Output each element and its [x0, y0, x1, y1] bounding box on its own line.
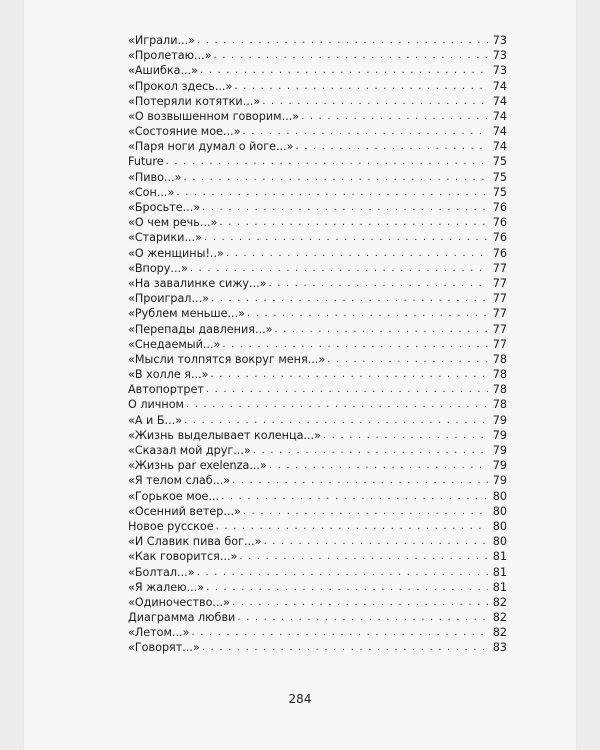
- toc-entry-page: 78: [492, 383, 507, 397]
- toc-entry-page: 78: [492, 398, 507, 412]
- dot-leader: [219, 215, 488, 230]
- dot-leader: [239, 549, 488, 564]
- toc-entry-page: 79: [492, 459, 507, 473]
- toc-entry: [128, 367, 507, 382]
- dot-leader: [232, 473, 488, 488]
- dot-leader: [166, 154, 488, 169]
- toc-entry-page: 82: [492, 595, 507, 609]
- dot-leader: [221, 489, 488, 504]
- toc-entry-title: Автопортрет: [128, 383, 204, 397]
- toc-entry-title: «О чем речь...»: [128, 216, 218, 230]
- toc-entry-page: 75: [492, 185, 507, 199]
- toc-entry-page: 77: [492, 261, 507, 275]
- dot-leader: [269, 458, 488, 473]
- dot-leader: [211, 291, 488, 306]
- toc-entry-title: «О возвышенном говорим...»: [128, 109, 300, 123]
- dot-leader: [206, 382, 488, 397]
- dot-leader: [204, 230, 488, 245]
- toc-entry-title: О личном: [128, 398, 184, 412]
- toc-entry-title: «Осенний ветер...»: [128, 504, 241, 518]
- dot-leader: [186, 397, 488, 412]
- toc-entry-page: 77: [492, 337, 507, 351]
- toc-entry: [128, 291, 507, 306]
- toc-entry-page: 75: [492, 155, 507, 169]
- toc-entry-page: 83: [492, 641, 507, 655]
- toc-entry-title: «И Славик пива бог...»: [128, 535, 262, 549]
- dot-leader: [202, 200, 488, 215]
- toc-entry-title: «В холле я...»: [128, 368, 209, 382]
- toc-entry: [128, 398, 507, 413]
- toc-entry-page: 75: [492, 170, 507, 184]
- toc-entry-title: «Горькое мое...: [128, 489, 220, 503]
- toc-entry-title: Новое русское: [128, 519, 214, 533]
- toc-entry: [128, 306, 507, 321]
- toc-entry-page: 81: [492, 580, 507, 594]
- toc-entry-title: «Летом...»: [128, 626, 190, 640]
- toc-entry-page: 80: [492, 535, 507, 549]
- toc-entry: [128, 625, 507, 640]
- toc-entry-page: 77: [492, 322, 507, 336]
- toc-entry-page: 73: [492, 64, 507, 78]
- toc-entry-title: «Жизнь выделывает коленца...»: [128, 428, 321, 442]
- dot-leader: [222, 337, 488, 352]
- toc-entry: [128, 641, 507, 656]
- page-number: 284: [288, 692, 312, 706]
- toc-entry-title: «Сказал мой друг...»: [128, 444, 251, 458]
- toc-entry-title: «Пиво...»: [128, 170, 182, 184]
- toc-entry-title: «Старики...»: [128, 231, 202, 245]
- dot-leader: [202, 640, 488, 655]
- toc-entry-page: 81: [492, 565, 507, 579]
- toc-entry: [128, 246, 507, 261]
- dot-leader: [323, 428, 488, 443]
- toc-entry-page: 74: [492, 94, 507, 108]
- toc-entry-page: 79: [492, 428, 507, 442]
- toc-entry: [128, 580, 507, 595]
- toc-entry: [128, 109, 507, 124]
- toc-entry-title: «Жизнь par exelenza...»: [128, 459, 267, 473]
- toc-entry-title: «Пролетаю...»: [128, 49, 212, 63]
- toc-entry: [128, 185, 507, 200]
- toc-entry-page: 77: [492, 307, 507, 321]
- dot-leader: [264, 534, 489, 549]
- toc-entry-page: 81: [492, 550, 507, 564]
- dot-leader: [234, 79, 488, 94]
- toc-entry-page: 79: [492, 413, 507, 427]
- toc-entry: [128, 124, 507, 139]
- toc-entry: [128, 170, 507, 185]
- dot-leader: [216, 519, 488, 534]
- toc-entry-page: 76: [492, 246, 507, 260]
- dot-leader: [327, 352, 488, 367]
- dot-leader: [269, 276, 489, 291]
- toc-entry-title: «Проиграл...»: [128, 292, 209, 306]
- toc-entry-title: «Сон...»: [128, 185, 175, 199]
- dot-leader: [262, 94, 488, 109]
- toc-entry: [128, 458, 507, 473]
- toc-entry-title: Диаграмма любви: [128, 611, 236, 625]
- toc-entry: [128, 276, 507, 291]
- toc-entry-page: 73: [492, 49, 507, 63]
- toc-entry-title: «Ашибка...»: [128, 64, 199, 78]
- toc-entry-page: 79: [492, 444, 507, 458]
- dot-leader: [184, 413, 488, 428]
- toc-entry: [128, 443, 507, 458]
- toc-entry-title: «Снедаемый...»: [128, 337, 221, 351]
- toc-entry: [128, 519, 507, 534]
- toc-entry: [128, 215, 507, 230]
- toc-entry-title: «Говорят...»: [128, 641, 200, 655]
- toc-entry: [128, 473, 507, 488]
- toc-entry: [128, 565, 507, 580]
- toc-entry: [128, 155, 507, 170]
- dot-leader: [242, 124, 488, 139]
- book-page: [24, 0, 576, 750]
- dot-leader: [197, 33, 488, 48]
- dot-leader: [211, 367, 488, 382]
- toc-entry-title: «Я телом слаб...»: [128, 474, 231, 488]
- toc-entry: [128, 79, 507, 94]
- toc-entry-title: Future: [128, 155, 164, 169]
- toc-entry: [128, 261, 507, 276]
- dot-leader: [206, 580, 488, 595]
- toc-entry-title: «Паря ноги думал о йоге...»: [128, 140, 294, 154]
- toc-entry-page: 77: [492, 276, 507, 290]
- toc-entry: [128, 382, 507, 397]
- dot-leader: [243, 504, 488, 519]
- toc-entry-title: «О женщины!..»: [128, 246, 224, 260]
- toc-entry-page: 74: [492, 140, 507, 154]
- toc-entry: [128, 549, 507, 564]
- toc-entry-title: «Играли...»: [128, 33, 195, 47]
- toc-entry: [128, 610, 507, 625]
- toc-entry-page: 80: [492, 519, 507, 533]
- toc-entry-title: «А и Б...»: [128, 413, 183, 427]
- toc-entry-title: «Перепады давления...»: [128, 322, 273, 336]
- toc-entry: [128, 489, 507, 504]
- toc-entry-page: 73: [492, 33, 507, 47]
- toc-entry-title: «На завалинке сижу...»: [128, 276, 267, 290]
- toc-entry-page: 82: [492, 611, 507, 625]
- toc-entry: [128, 337, 507, 352]
- toc-entry-page: 78: [492, 368, 507, 382]
- dot-leader: [247, 306, 488, 321]
- toc-entry: [128, 428, 507, 443]
- dot-leader: [301, 109, 488, 124]
- toc-entry: [128, 63, 507, 78]
- toc-entry-title: «Прокол здесь...»: [128, 79, 233, 93]
- toc-entry-title: «Болтал...»: [128, 565, 195, 579]
- dot-leader: [191, 625, 488, 640]
- toc-entry-title: «Впору...»: [128, 261, 188, 275]
- toc-entry-page: 78: [492, 352, 507, 366]
- toc-entry-title: «Мысли толпятся вокруг меня...»: [128, 352, 326, 366]
- dot-leader: [183, 170, 488, 185]
- toc-entry-title: «Бросьте...»: [128, 201, 201, 215]
- dot-leader: [274, 322, 488, 337]
- table-of-contents: [128, 33, 507, 656]
- dot-leader: [197, 565, 488, 580]
- dot-leader: [200, 63, 488, 78]
- toc-entry: [128, 504, 507, 519]
- toc-entry: [128, 94, 507, 109]
- toc-entry: [128, 352, 507, 367]
- toc-entry: [128, 139, 507, 154]
- toc-entry-title: «Рублем меньше...»: [128, 307, 246, 321]
- dot-leader: [232, 595, 488, 610]
- dot-leader: [176, 185, 488, 200]
- toc-entry: [128, 230, 507, 245]
- toc-entry-title: «Потеряли котятки...»: [128, 94, 261, 108]
- dot-leader: [190, 261, 488, 276]
- toc-entry: [128, 33, 507, 48]
- toc-entry-title: «Состояние мое...»: [128, 125, 241, 139]
- dot-leader: [253, 443, 488, 458]
- toc-entry-page: 77: [492, 292, 507, 306]
- toc-entry: [128, 322, 507, 337]
- toc-entry: [128, 200, 507, 215]
- toc-entry-page: 74: [492, 125, 507, 139]
- toc-entry-title: «Одиночество...»: [128, 595, 230, 609]
- toc-entry-page: 74: [492, 79, 507, 93]
- toc-entry: [128, 534, 507, 549]
- toc-entry-page: 80: [492, 504, 507, 518]
- toc-entry-page: 74: [492, 109, 507, 123]
- toc-entry-title: «Я жалею...»: [128, 580, 205, 594]
- toc-entry-page: 76: [492, 216, 507, 230]
- dot-leader: [237, 610, 488, 625]
- toc-entry-title: «Как говорится...»: [128, 550, 238, 564]
- toc-entry: [128, 595, 507, 610]
- toc-entry-page: 80: [492, 489, 507, 503]
- dot-leader: [226, 246, 488, 261]
- toc-entry-page: 79: [492, 474, 507, 488]
- toc-entry-page: 76: [492, 231, 507, 245]
- toc-entry: [128, 48, 507, 63]
- dot-leader: [296, 139, 488, 154]
- toc-entry-page: 76: [492, 201, 507, 215]
- dot-leader: [214, 48, 488, 63]
- toc-entry: [128, 413, 507, 428]
- toc-entry-page: 82: [492, 626, 507, 640]
